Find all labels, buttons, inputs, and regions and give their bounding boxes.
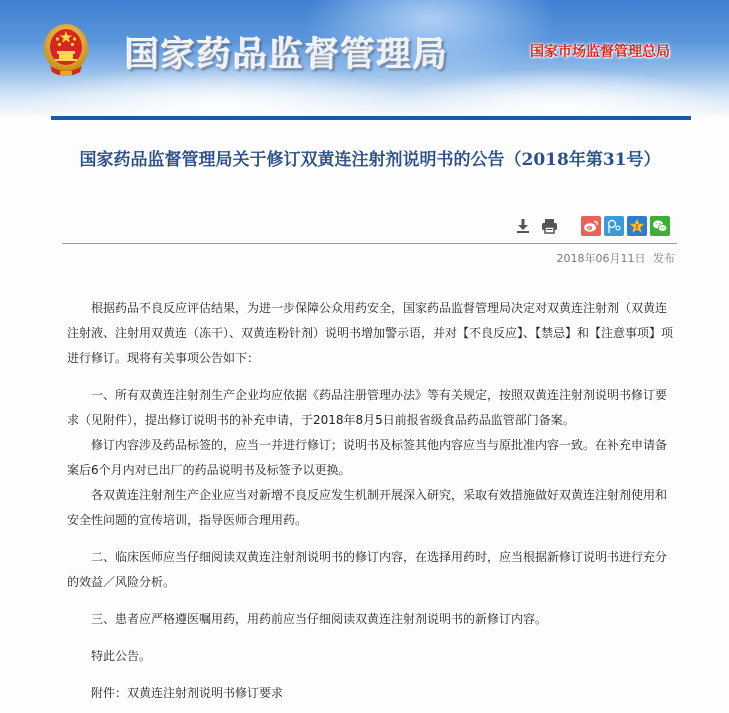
publish-info [557, 250, 676, 266]
publish-date: 2018年06月11日 [556, 252, 646, 265]
parent-agency-link[interactable]: 国家市场监督管理总局 [530, 44, 670, 60]
title-divider [62, 243, 677, 244]
header-accent-bar [51, 116, 691, 120]
download-icon[interactable] [513, 216, 533, 236]
research-paragraph: 各双黄连注射剂生产企业应当对新增不良反应发生机制开展深入研究，采取有效措施做好双黄连注射剂使用和安全性问题的宣传培训，指导医师合理用药。 [67, 488, 668, 527]
article-title: 国家药品监督管理局关于修订双黄连注射剂说明书的公告（2018年第31号） [79, 150, 661, 170]
site-header [0, 0, 729, 116]
site-logo-title[interactable]: 国家药品监督管理局 [125, 35, 449, 75]
item-three-paragraph: 三、患者应严格遵医嘱用药，用药前应当仔细阅读双黄连注射剂说明书的新修订内容。 [91, 612, 548, 626]
closing-statement: 特此公告。 [91, 649, 152, 663]
svg-text:Z: Z [635, 224, 639, 231]
item-two-paragraph: 二、临床医师应当仔细阅读双黄连注射剂说明书的修订内容，在选择用药时，应当根据新修订说明书进行充分的效益／风险分析。 [67, 550, 668, 589]
national-emblem-icon [42, 22, 90, 80]
label-revision-paragraph: 修订内容涉及药品标签的，应当一并进行修订；说明书及标签其他内容应当与原批准内容一致。在补充申请备案后6个月内对已出厂的药品说明书及标签予以更换。 [67, 438, 668, 477]
share-buttons [581, 216, 673, 236]
qzone-icon[interactable] [627, 216, 647, 236]
article-toolbar [513, 215, 673, 237]
print-icon[interactable] [539, 216, 559, 236]
wechat-icon[interactable] [650, 216, 670, 236]
item-one-paragraph: 一、所有双黄连注射剂生产企业均应依据《药品注册管理办法》等有关规定，按照双黄连注射剂说明书修订要求（见附件），提出修订说明书的补充申请，于2018年8月5日前报省级食品药品监管部门备案。 [67, 388, 668, 427]
publish-label: 发布 [653, 252, 675, 265]
article-body [67, 296, 677, 706]
attachment-link[interactable]: 附件：双黄连注射剂说明书修订要求 [91, 686, 284, 700]
tencent-weibo-icon[interactable] [604, 216, 624, 236]
weibo-icon[interactable] [581, 216, 601, 236]
intro-paragraph: 根据药品不良反应评估结果，为进一步保障公众用药安全，国家药品监督管理局决定对双黄连注射剂（双黄连注射液、注射用双黄连（冻干）、双黄连粉针剂）说明书增加警示语，并对【不良反应】、【禁忌】和【注意事项】项进行修订。现将有关事项公告如下： [67, 301, 674, 365]
